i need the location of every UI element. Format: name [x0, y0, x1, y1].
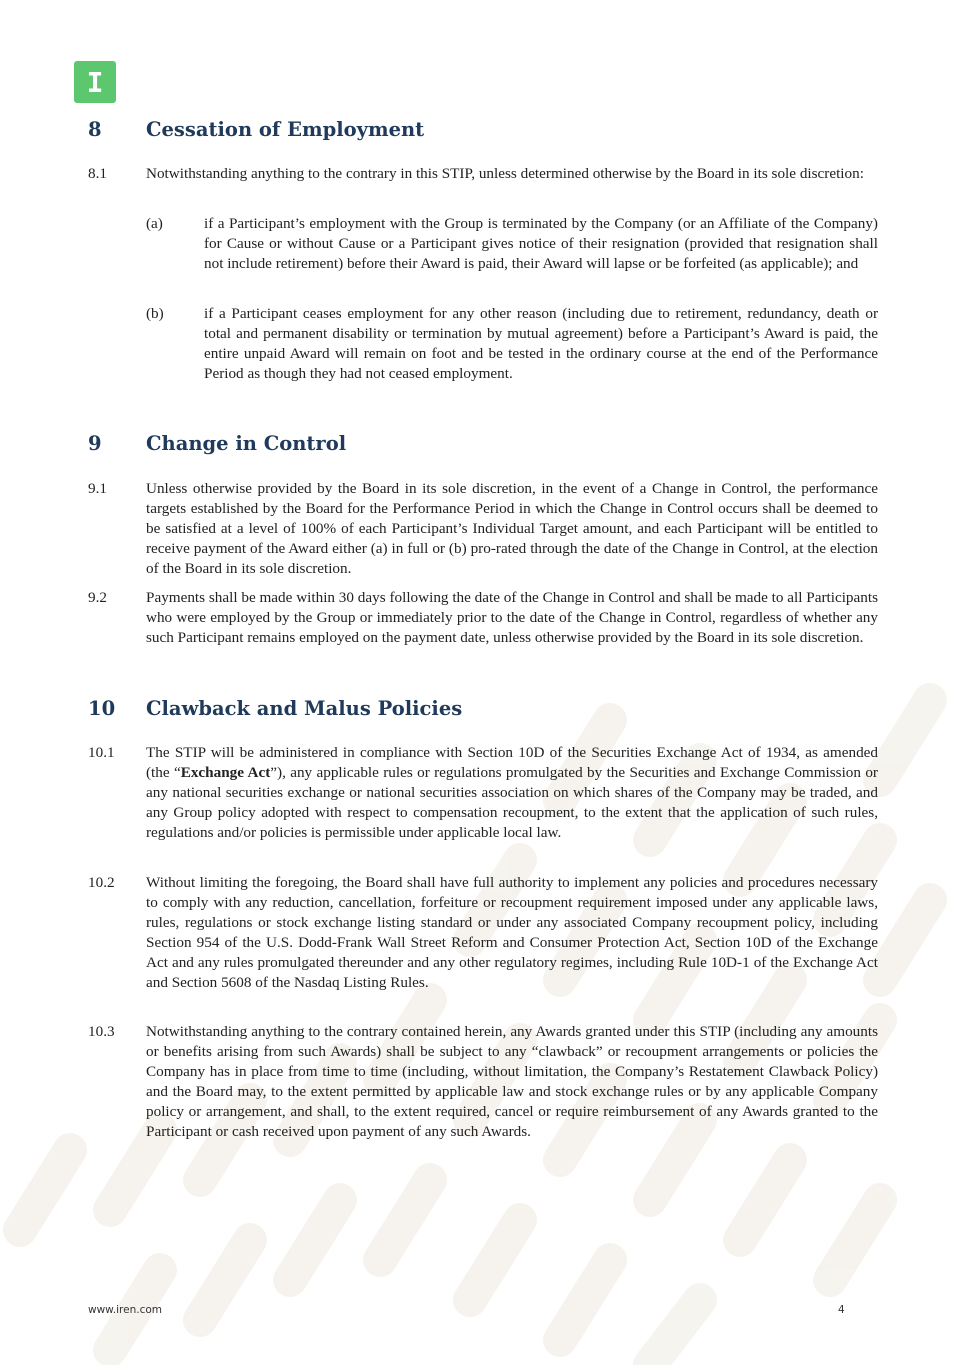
clause-9-1 — [88, 479, 878, 579]
clause-10-3 — [88, 1022, 878, 1142]
clause-10-1 — [88, 743, 878, 843]
footer-website[interactable]: www.iren.com — [88, 1304, 163, 1316]
company-logo — [74, 61, 116, 103]
section-number: 9 — [88, 432, 102, 455]
clause-10-2 — [88, 873, 878, 993]
clause-number: 10.2 — [88, 874, 115, 891]
clause-text: Notwithstanding anything to the contrary contained herein, any Awards granted under this STIP (including any amounts or benefits arising from such Awards) shall be subject to any “clawback” or recoupment arrangements or policies the Company has in place from time to time (including, without limitation, the Company’s Restatement Clawback Policy) and the Board may, to the extent permitted by applicable law and stock exchange rules or by any applicable Company policy or arrangement, and shall, to the extent required, cancel or require reimbursement of any Awards granted to the Participant or cash received upon payment of any such Awards. — [146, 1023, 878, 1140]
logo-letter: I — [86, 66, 104, 99]
clause-text-before: The STIP will be administered in compliance with Section 10D of the Securities Exchange Act of 1934, as amended (the “ — [146, 744, 878, 781]
clause-number: 9.1 — [88, 480, 107, 497]
clause-8-1 — [88, 164, 878, 184]
page-number: 4 — [838, 1304, 845, 1316]
clause-text-after: ”), any applicable rules or regulations promulgated by the Securities and Exchange Commission or any national securities exchange or national securities association on which shares of the Company may be traded, and any Group policy adopted with respect to compensation recoupment, to the extent that the application of such rules, regulations and/or policies is permissible under applicable local law. — [146, 764, 878, 841]
section-title: Clawback and Malus Policies — [146, 697, 463, 720]
clause-text: Unless otherwise provided by the Board in its sole discretion, in the event of a Change in Control, the performance targets established by the Board for the Performance Period in which the Change in Control occurs shall be deemed to be satisfied at a level of 100% of each Participant’s Individual Target amount, and each Participant will be entitled to receive payment of the Award either (a) in full or (b) pro-rated through the date of the Change in Control, at the election of the Board in its sole discretion. — [146, 480, 878, 577]
clause-number: 9.2 — [88, 589, 107, 606]
subclause-text: if a Participant ceases employment for any other reason (including due to retirement, redundancy, death or total and permanent disability or termination by mutual agreement) before a Participant’s Award is paid, the entire unpaid Award will remain on foot and be tested in the ordinary course at the end of the Performance Period as though they had not ceased employment. — [204, 305, 878, 382]
clause-text: Notwithstanding anything to the contrary in this STIP, unless determined otherwise by the Board in its sole discretion: — [146, 165, 864, 182]
clause-number: 10.1 — [88, 744, 115, 761]
subclause-text: if a Participant’s employment with the Group is terminated by the Company (or an Affiliate of the Company) for Cause or without Cause or a Participant gives notice of their resignation (provided that resignation shall not include retirement) before their Award is paid, their Award will lapse or be forfeited (as applicable); and — [204, 215, 878, 272]
defined-term: Exchange Act — [180, 764, 271, 781]
section-title: Cessation of Employment — [146, 118, 425, 141]
clause-number: 8.1 — [88, 165, 107, 182]
section-number: 8 — [88, 118, 102, 141]
clause-text: Payments shall be made within 30 days following the date of the Change in Control and shall be made to all Participants who were employed by the Group or immediately prior to the date of the Change in Control, regardless of whether any such Participant remains employed on the payment date, unless otherwise provided by the Board in its sole discretion. — [146, 589, 878, 646]
section-number: 10 — [88, 697, 116, 720]
clause-8-1-a — [146, 214, 878, 274]
subclause-label: (a) — [146, 215, 163, 232]
subclause-label: (b) — [146, 305, 164, 322]
clause-8-1-b — [146, 304, 878, 384]
clause-text — [146, 743, 878, 843]
clause-number: 10.3 — [88, 1023, 115, 1040]
clause-text: Without limiting the foregoing, the Board shall have full authority to implement any policies and procedures necessary to comply with any reduction, cancellation, forfeiture or recoupment requirement imposed under any applicable laws, rules, regulations or stock exchange listing standard or under any associated Company recoupment policy, including Section 954 of the U.S. Dodd-Frank Wall Street Reform and Consumer Protection Act, Section 10D of the Exchange Act and any rules promulgated thereunder and any other regulatory regimes, including Rule 10D-1 of the Exchange Act and Section 5608 of the Nasdaq Listing Rules. — [146, 874, 878, 991]
clause-9-2 — [88, 588, 878, 648]
section-title: Change in Control — [146, 432, 347, 455]
